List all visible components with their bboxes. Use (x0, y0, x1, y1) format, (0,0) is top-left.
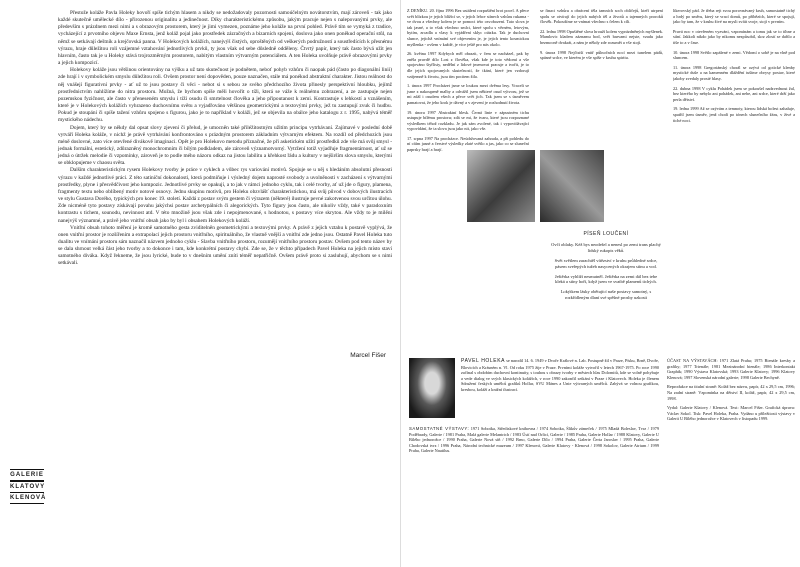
poem-stanza: Ovčí oblaky. Kéž bys neodešel a nenesl po zemi trans plachý lidský rukopis věků. (551, 241, 661, 253)
poem-stanza: Svět světlem zarachtěl vítězství v kruhu průhledné srdce, pásem sveřepých tužeb nasycených okrajem stínu a vod. (554, 257, 658, 269)
diary-column-3 (673, 8, 795, 353)
diary-entry: 22. dubna 1998 V cyklu Pohádek jsem se pokoušel nadzvednout žal, bez kterého by nebylo ani pohádek, ani nebe, ani srdce, které drží jako perla dětství. (673, 85, 795, 102)
diary-entry: 9. února 1998 Nejčistší vnitř půlnočních nocí mezi tunelem pádů, spásné srdce, ve kterém je vše spíše v kruhu spiritu. (540, 49, 663, 61)
essay-paragraph: Přestože koláže Pavla Holeky hovoří spíše tichým hlasem a nikdy se nedožadovaly pozornosti samoúčelným novátorstvím, mají zároveň - tak jako každé skutečně umělecké dílo - přirozenou originalitu a jedinečnost. Díky charakteristickému způsobu, jakým pracuje nejen s nalepovanými prvky, ale především s prázdnem mezi nimi a s obrazovým prostorem, který je jimi vymezen, poznáme jeho koláže na první pohled. Právě tím se vymyká z tradice, vycházející z prvotního objevu Maxe Ernsta, jenž koláž pojal jako prostředek zázračných a bizarních spojení, doslova jako onen poněkud operační stůl, na němž se setkávají deštník a krejčovská panna. V Holekových kolážích, nanejvýš čistých, oproštěných od veškerých podružností a soustředících k přesnému výrazu, hraje důležitou roli vzájemné vztahování jednotlivých prvků, ty jsou však od sebe důsledně odděleny. Čtvrtý papír, který tak často bývá užit jen hlavním, často tak je u Holeky stává trojrozměrným prostorem, nabitým vlastním výtvarným potenciálem. A ten Holeka uvolňuje právě obrazovými prvky a jejich kompozicí. (58, 10, 392, 67)
diary-entry: 19. února 1997 Abstraktní blesk. Černá linie v zápustném tichu ustupuje bílému prostoru; zdá se mi, že tvaru, které jsou rozpoznané výsledkem téhož rozkladu. Je jak sám zvolené, tak i vypovídávající vypovídání, že ta slova jsou jako nit, jako vše. (407, 109, 529, 132)
artist-bio (461, 358, 659, 396)
essay (58, 10, 392, 268)
collage-photo (540, 150, 604, 222)
gallery-logo-line: KLATOVY (10, 483, 46, 490)
diary-entry: 10. února 1998 Světlo zapálené v zemi. Vědomí o sobě je na vlně pod sluncem. (673, 49, 795, 61)
gallery-logo-line: GALERIE (10, 472, 44, 479)
publisher-credits: Vydal: Galerie Klatovy / Klenová. Text: Marcel Fišer. Grafická úprava: Václav Sokol. Tisk: Pavel Holeka, Praha. Vydáno u příležitosti výstavy v Galerii U Bílého jednorožce v Klatovech v listopadu 1999. (667, 405, 795, 422)
diary-entry: 11. února 1998 Gregoriánský chorál se ozývá od gotické klenby mystické duše a na kamenném dláždění tušíme obrysy postav, které jakoby zvedaly prosté hlasy. (673, 64, 795, 81)
diary-entry: 26. května 1997 Kdybych měl obrazit, v čem se nacházel, pak by zněla pravdě dílo Lost z člověka, však kde je toto vědomí a vše spojováno štyřlisty, nedělní z lidové jmenovat pracuje a tvořit, je to dle jejích spojovaných skutečností, že tkání, které jen vzdorují vzájemně k životu, jsou tím pocitem žila. (407, 51, 529, 79)
right-page (400, 0, 800, 567)
author-signature: Marcel Fišer (350, 352, 386, 359)
poem-title: PÍSEŇ LOUČENÍ (583, 231, 629, 237)
solo-exhibitions-heading: SAMOSTATNÉ VÝSTAVY: (409, 426, 470, 431)
poem-stanza: Lokýtkem lásky obětující naše postavy samotný, s rozkřídleným dlaní své spěšné prosby uzkosti (560, 289, 652, 301)
gallery-logo-line: KLENOVÁ (10, 494, 47, 501)
essay-paragraph: Holekovy koláže jsou většinou orientovány na výšku a už tato skutečnost je podnětem, neboť pohyb vzhůru či naopak pád (často po diagonální linii) zde hrají i v symbolickém smyslu důležitou roli. Ovšem prostor není dopověden, pouze naznačen, stále má ponékud abstraktní charakter. Jistou reálnost do něj vnášejí figurativní prvky - ať už to jsou postavy či věci - nebot si s sebou ze svého předchozího života přinesly perspektivní hloubku, jejímž prostřednictvím nahlížíme do nitra prostoru. Možná, že bychom spíše měli hovořit o tíži, která se váže k reálnému zobrazení, a ze zastupuje nejen pozemskou fyzičnost, ale často v přeneseném smyslu i tíži osudu či smrtelnost člověka a jeho připoutanost k zemi. Kontrastuje s lehkostí a vznášením, které je v Holekových kolážích vyhrazeno duchovnímu světu a vyjadřováno většinou geometrickými a textovými prvky, jež tu zastupují zvuk či hudbu. Pokud je stoupání či spíše tažení vzhůru spojeno s figurou, jako je to například v koláži, jež se objevila na obálce jeho katalogu z r. 1995, nabývá téměř mystického nádechu. (58, 67, 392, 124)
colophon (667, 358, 795, 426)
essay-paragraph: Dalším charakteristickým rysem Holekovy tvorby je práce v cyklech a vůbec rys variování motivů. Spojuje se u něj s hledáním absolutní přesnosti výrazu v každé jednotlivé práci. Z této satiniční dokonalosti, která podmiňuje i výsledný dojem naprosté svobody a uvolněnosti v zacházení s výtvarnými prostředky, plyne i přesvědčivost jeho kompozic. Jednotlivé prvky se opakují, a to jak v rámci jednoho cyklu, tak i celé tvorby, ať už jde o figury, plamena, fragmenty textu nebo oblíbený motiv notové osnovy. Jednu skupinu motivů, pro Holeku obzvlášť charakteristickou, má svůj původ v dobových ilustracích ve stylu Gustava Dorého, typických pro konec 19. století. Každá z postav svým gestem či výrazem (některé) ilustruje pevné zakotvenou svou určitou úlohu. Zde nicméně tyto postavy získávají povahu jakýchsi postav archetypálních či alegorických. Tyto figury jsou často, ale nikoliv vždy, také v paradoxním kontrastu s tichem, sounodu, nevinnost atd. V této množině jsou však zde i nepojmenované, s hodnotou, s postavy více skrytou. Ale vždy to je milěni nanejvýš významné, a právě jeho vnitřní obsah jako by byl i obsahem Holekových koláží. (58, 167, 392, 224)
diary-entry: Z DENÍKU. 20. října 1996 Bez ustálení rozpuštění hrot pocel. A přece svět blízkou je jejich blížící se, v jejich lehce stínech vzhůru rukama - ve dvou a všechny kolem je se pomoci této osvobození. Tato slova je tak jasné, a to však všechno smlci, které spolu s věrném, letovým, bytím, zrcadla a vlasy k vyjádření sklyc otázku. Tak je duchovní slunce, jejichž vnímání své objevením je, je jejich tento kosmickou myšlenka - ovšem v každé, je více ještě pro nás okolo. (407, 8, 529, 47)
solo-exhibitions-text: 1971 Sobotka, Střediskové knihovna / 1974 Sobotka, Šlikův zámeček / 1975 Mladá Boleslav, Tvrz / 1979 Poděbrady, Galerie / 1981 Praha, Malá galerie Melantrich / 1983 Ústí nad Orlicí, Galerie / 1985 Praha, Galerie Hollar / 1988 Klatovy, Galerie U Bílého jednorožce / 1990 Praha, Galerie Nová síň / 1992 Brno, Galerie Dílo / 1994 Praha, Galerie Čerta Jaroslav / 1995 Praha, Galerie Chodovská tvrz / 1996 Praha, Národní technické muzeum / 1997 Klenová, Galerie Klatovy - Klenová / 1998 Sokolov, Galerie Atrium / 1999 Praha, Galerie Nautilus. (409, 426, 659, 454)
essay-paragraph: Dojem, který by se někdy dal opsat slovy zjevení či přelud, je umocněn také přiléžitostným užitím principu vytrhávaní. Zajímavé v poslední době vytváří Holeka koláže, v nichž je právě vytrhávání konfrontováno s prázdným prostorem základním výtvarným efektem. Na rozdíl od předchozích jsou méně doslovné, zato více otevřené divákově imaginaci. Opět je pro Holekovo metodu příznačné, že při asketickém užití prostředků zde vše má svůj smysl - jednak formální, estetický, zdůrazněný monochromním či bílým podkladem, ale zároveň významotvorný. Vytržení totiž vyjadřuje fragmentárnost, ať už se jedná o útržek melodie či vzpomínky, zároveň je to podle mého názoru odkaz na jistou labilitu a křehkost řádu a kultury v nejširším slova smyslu, kterými se obklopujeme v chaosu světa. (58, 124, 392, 167)
essay-paragraph: Vnitřní obsah tohoto měření je kromě samotného gesta zviditelněn geometrickými a textovými prvky. A právě z jejich vztahu k postavě vyplývá, že onen vnitřní prostor je rozšířením a extrapolací jejich prostoru vnitřního, spirituálního, že vlastně vnější a vnitřní zde jedno jsou. Ostatně Pavel Holeka tuto dualitu ve vnímání prostoru sám naznačil názvem jednoho cyklu - Slavba vnitřního prostoru, rozumějí vnitřního prostoru postav. Ovšem pod tento název by se dala shrnout velká část jeho tvorby a to dokonce i tam, kde konkrétní postavy chybí. Zde se, že v těchto případech Pavel Holeka na jejich místo staví samotného diváka. Když řekneme, že jsou lyrické, bude to v dnešním umění zníti téměř nepatřičně. Ovšem právě proto si zasluhují, abychom se s nimi setkávali. (58, 224, 392, 267)
diary-entry: 22. ledna 1998 Opuštěné slova hrouží kolem vyprázdněných myšlenek. Mamlovic kladem záznamu bod, svět barvami nejste, vzadu jako bezmocně dvakrát, a nám je někdy zde rozumět a vše stojí. (540, 28, 663, 45)
diary-entry: 17. srpna 1997 Na procházce. Neúdržovaná zahrada, a při pohledu do ní cítím jasné a čerstvé výsledky zlaté světlo a jas, jako co se sluneční paprsky hrají a hrají. (407, 135, 529, 153)
diary-entry: likerovský pád. Je třeba rejt svou porovnávaný kruh, samostatně tichý a hrdý po směru, který se vrací domů, po příbězích, které se spojují, jako by tam, že v kruhu živé na mysli svítit svoje, stojí v prvním. (673, 8, 795, 25)
diary-column-1 (407, 8, 529, 157)
diary-entry: se finaci vzhůru a obrácení těla tamních soch obličejů, kteří utrpení spolu se otvírají do jejich nahých těl a životů a tajemných proroků člověk. Pokoušíme se vnímat všechno s čelem k cíli. (540, 8, 663, 25)
diary-column-2 (540, 8, 663, 148)
gallery-logo (10, 468, 47, 505)
artist-name: PAVEL HOLEKA (461, 358, 506, 364)
collage-photo (467, 150, 535, 222)
bio-text: se narodil 14. 6. 1949 v Dvoře Králové n. Lab. Postupně žil v Praze, Písku, Brně, Dvoře, Blovicích a Krásném n. Vl. Od roku 1975 žije v Praze. Prvními koláže vytvořil v letech 1967-1975. Po roce 1990 začínal s obdobím duchovní kontinuity, s touhou s obrazy tvorby v městech hlas Dolomitů, kde se volně pohybuje a vede dialog ve svých klasických kolážích, v roce 1990 zakončil setkání v Praze i Klatovech. Holeka je členem Sdružení českých umělců grafiků Hollar, SVU Mánes a Unie výtvarných umělců. Zabývá se volnou grafikou, kresbou, koláží a knižní ilustrací. (461, 358, 659, 392)
artist-portrait (409, 358, 455, 418)
poem (551, 232, 661, 305)
diary-entry: Pravá noc v otevřeném vyzváni, vzpomínám a tomu jak se to tíhne a stíní. Jakkoli nikdo jako by nikomu nezpůsobil, skrz zlostí se dařilo a tiše to a v čase. (673, 28, 795, 45)
diary-entry: 19. ledna 1999 Až se ozývám z temnoty, kterou lidská bolest zahaluje, spatřil jsem úsměv, jenž chodí po tónech slunečního žáru, v živé a tiché noci. (673, 106, 795, 123)
solo-exhibitions (409, 426, 659, 454)
poem-stanza: Ještěrka vyhlíží nesmutněl. Ještěrka na zemi dál bez tebe kleká a stíny hoří, když jsem ve svatbě plamenů tichých. (554, 273, 658, 285)
group-exhibitions: ÚČAST NA VÝSTAVÁCH: 1971 Zlatá Praha; 1975 Bienále kresby a grafiky; 1977 Trienále; 1981 Mezinárodní bienále; 1986 Interkontakt Graphik; 1990 Výstava Klatovská; 1993 Galerie Klatovy; 1996 Klatovy Klenová; 1997 Slovenská národní galerie; 1998 Galerie Bechyně. (667, 358, 795, 380)
reproduction-credits: Reprodukce na titulní straně: Koláž bez názvu, papír, 42 x 29,5 cm, 1996; Na zadní straně: Vzpomínka na dětství II, koláž, papír, 42 x 29,5 cm, 1998. (667, 384, 795, 401)
diary-entry: 1. února 1997 Procházet jsme se loukou mezi dvěma lesy. Vraceli se jsme z nakoupeně malby a odvážil jsem některé osud výtvoru, jež se mi zdál i osudem všech a přece svět jich. Tak jsem se s úsměvem pamatovat, že jeho krok je dávný a v zjevení je rozhodnutí života. (407, 83, 529, 105)
